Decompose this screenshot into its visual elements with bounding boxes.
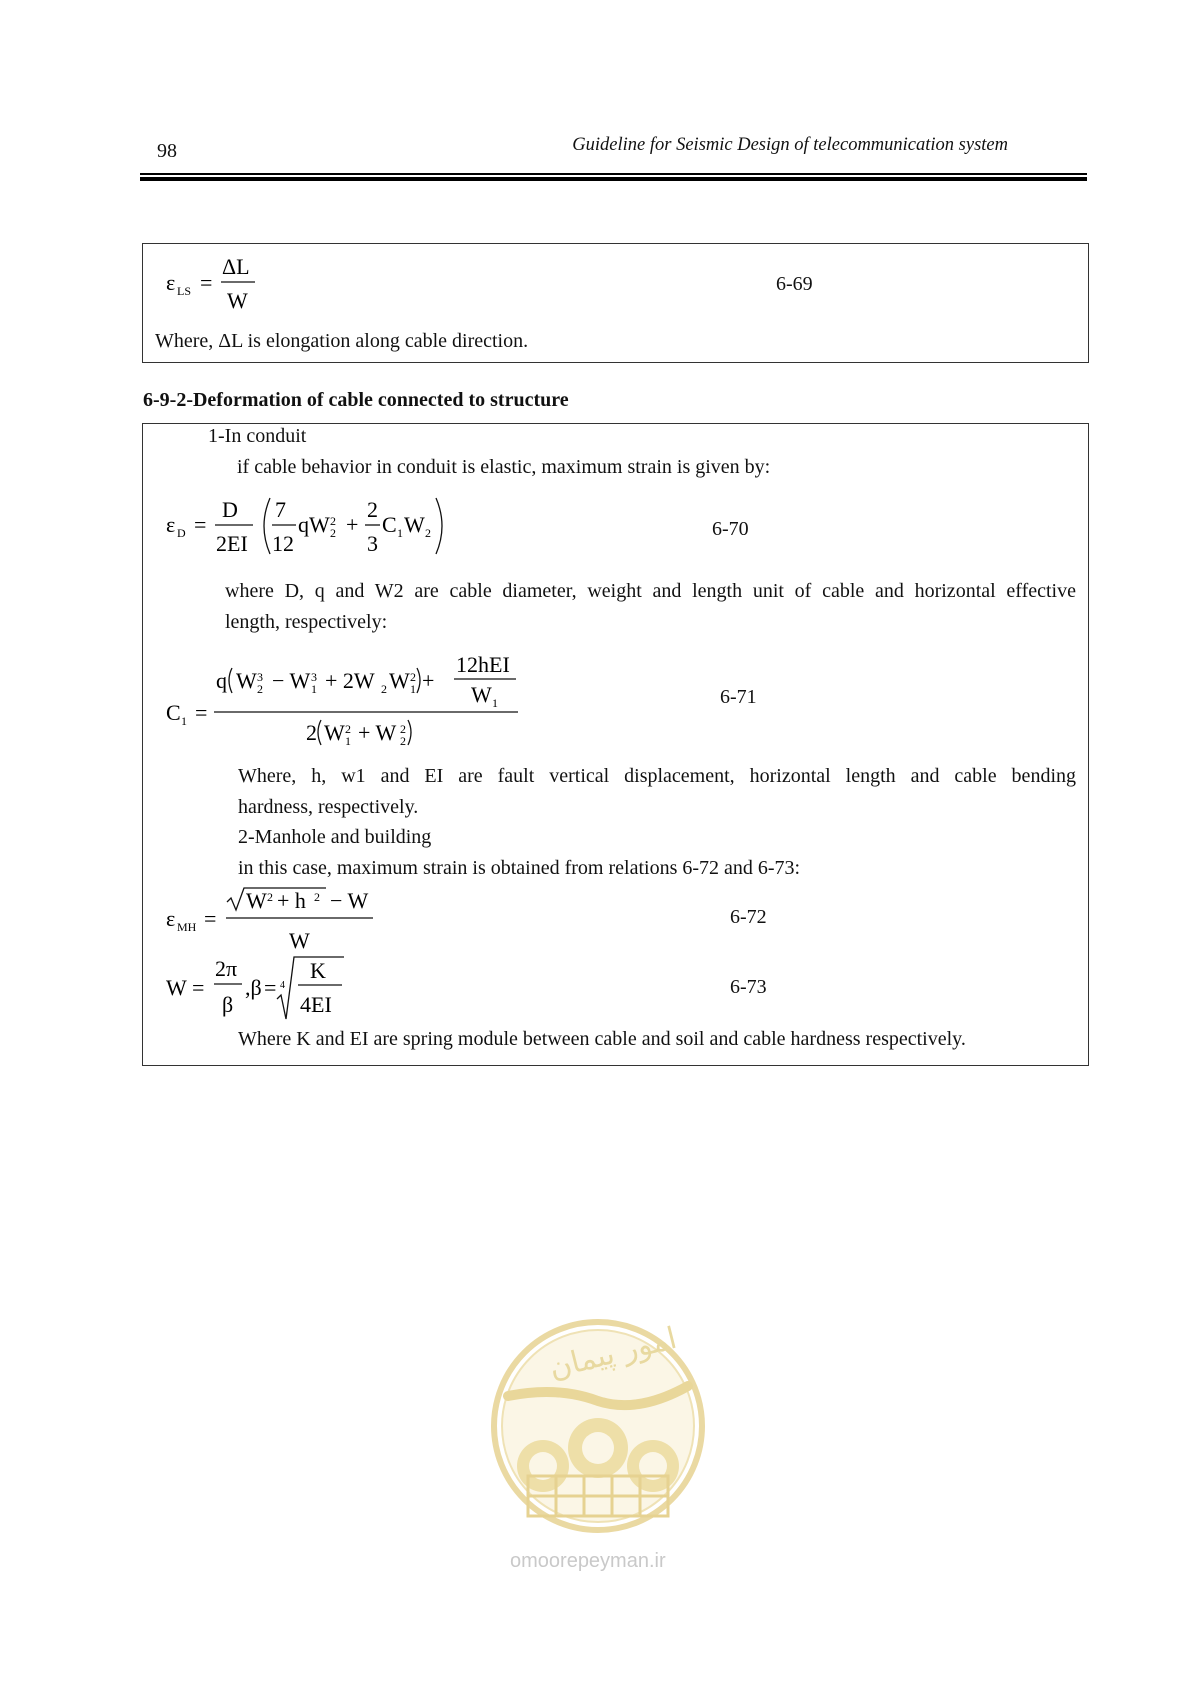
equation-number-6-69: 6-69 — [776, 273, 813, 295]
svg-text:1: 1 — [311, 682, 317, 696]
equation-6-73 — [160, 955, 380, 1025]
svg-text:1: 1 — [397, 526, 403, 540]
svg-text:W: W — [166, 975, 187, 1000]
svg-text:2: 2 — [306, 720, 317, 745]
svg-text:ΔL: ΔL — [222, 254, 250, 279]
svg-text:D: D — [222, 497, 238, 522]
svg-text:K: K — [310, 958, 326, 983]
svg-text:3: 3 — [367, 531, 378, 556]
svg-text:4: 4 — [280, 980, 285, 991]
svg-text:β: β — [222, 992, 234, 1017]
header-rule-thick — [140, 177, 1087, 181]
svg-text:− W: − W — [330, 888, 369, 913]
svg-text:1: 1 — [492, 696, 498, 710]
svg-text:1: 1 — [181, 714, 187, 728]
svg-text:2: 2 — [400, 722, 406, 736]
final-note: Where K and EI are spring module between cable and soil and cable hardness respectively. — [238, 1028, 966, 1050]
svg-text:+: + — [346, 512, 359, 537]
eq71-description-line2: hardness, respectively. — [238, 796, 419, 818]
svg-text:− W: − W — [272, 668, 311, 693]
svg-text:W: W — [404, 512, 425, 537]
equation-number-6-72: 6-72 — [730, 906, 767, 928]
equation-6-72 — [160, 886, 390, 956]
svg-text:2EI: 2EI — [216, 531, 248, 556]
svg-text:2: 2 — [314, 890, 320, 904]
svg-text:=: = — [192, 975, 205, 1000]
svg-text:=: = — [194, 512, 207, 537]
svg-text:4EI: 4EI — [300, 992, 332, 1017]
svg-text:,β: ,β — [245, 975, 262, 1000]
svg-text:qW: qW — [298, 512, 330, 537]
svg-text:=: = — [264, 975, 277, 1000]
equation-number-6-71: 6-71 — [720, 686, 757, 708]
svg-text:MH: MH — [177, 920, 197, 934]
svg-text:W: W — [471, 682, 492, 707]
svg-text:=: = — [195, 700, 208, 725]
svg-text:3: 3 — [311, 670, 317, 684]
svg-text:1: 1 — [345, 734, 351, 748]
svg-text:ε: ε — [166, 512, 176, 537]
svg-text:+ 2W: + 2W — [325, 668, 375, 693]
svg-text:7: 7 — [275, 497, 286, 522]
svg-text:+: + — [422, 668, 435, 693]
svg-text:2: 2 — [425, 526, 431, 540]
svg-text:W: W — [246, 888, 267, 913]
svg-text:=: = — [200, 270, 213, 295]
svg-text:12: 12 — [272, 531, 294, 556]
svg-text:2: 2 — [345, 722, 351, 736]
item2-intro: in this case, maximum strain is obtained from relations 6-72 and 6-73: — [238, 857, 801, 879]
equation-6-69 — [160, 252, 280, 314]
svg-text:2: 2 — [381, 682, 387, 696]
item2-title: 2-Manhole and building — [238, 826, 432, 848]
svg-text:q: q — [216, 668, 227, 693]
equation-6-70 — [160, 493, 460, 561]
svg-text:W: W — [227, 288, 248, 313]
delta-l-note: Where, ΔL is elongation along cable direction. — [155, 330, 529, 352]
svg-text:+ h: + h — [277, 888, 306, 913]
eq70-description-line2: length, respectively: — [225, 611, 388, 633]
equation-number-6-73: 6-73 — [730, 976, 767, 998]
seal-logo-text: امور پیمان — [545, 1320, 681, 1387]
svg-text:1: 1 — [410, 682, 416, 696]
svg-text:W: W — [389, 668, 410, 693]
svg-text:C: C — [166, 700, 181, 725]
eq71-description-line1: Where, h, w1 and EI are fault vertical displacement, horizontal length and cable bending — [238, 765, 1076, 787]
svg-text:W: W — [289, 928, 310, 953]
svg-text:+ W: + W — [358, 720, 397, 745]
svg-text:LS: LS — [177, 284, 192, 298]
svg-text:W: W — [236, 668, 257, 693]
svg-text:W: W — [324, 720, 345, 745]
svg-text:ε: ε — [166, 906, 176, 931]
svg-text:3: 3 — [257, 670, 263, 684]
svg-text:D: D — [177, 526, 186, 540]
svg-text:=: = — [204, 906, 217, 931]
equation-number-6-70: 6-70 — [712, 518, 749, 540]
eq70-description-line1: where D, q and W2 are cable diameter, weight and length unit of cable and horizontal effective — [225, 580, 1076, 602]
running-title: Guideline for Seismic Design of telecommunication system — [572, 135, 1008, 155]
item1-intro: if cable behavior in conduit is elastic, maximum strain is given by: — [237, 456, 771, 478]
svg-text:12hEI: 12hEI — [456, 652, 510, 677]
svg-text:2: 2 — [330, 526, 336, 540]
svg-text:2: 2 — [400, 734, 406, 748]
svg-text:ε: ε — [166, 270, 176, 295]
svg-text:2: 2 — [410, 670, 416, 684]
header-rule-thin — [140, 173, 1087, 175]
svg-text:2: 2 — [257, 682, 263, 696]
svg-text:2: 2 — [367, 497, 378, 522]
svg-text:2π: 2π — [215, 956, 238, 981]
page-number: 98 — [157, 140, 177, 162]
section-heading: 6-9-2-Deformation of cable connected to structure — [143, 389, 569, 411]
svg-text:C: C — [382, 512, 397, 537]
watermark-url: omoorepeyman.ir — [510, 1550, 666, 1572]
item1-title: 1-In conduit — [208, 425, 307, 447]
equation-6-71 — [160, 650, 530, 750]
svg-text:2: 2 — [267, 890, 273, 904]
svg-text:2: 2 — [330, 514, 336, 528]
watermark-seal — [488, 1316, 708, 1572]
